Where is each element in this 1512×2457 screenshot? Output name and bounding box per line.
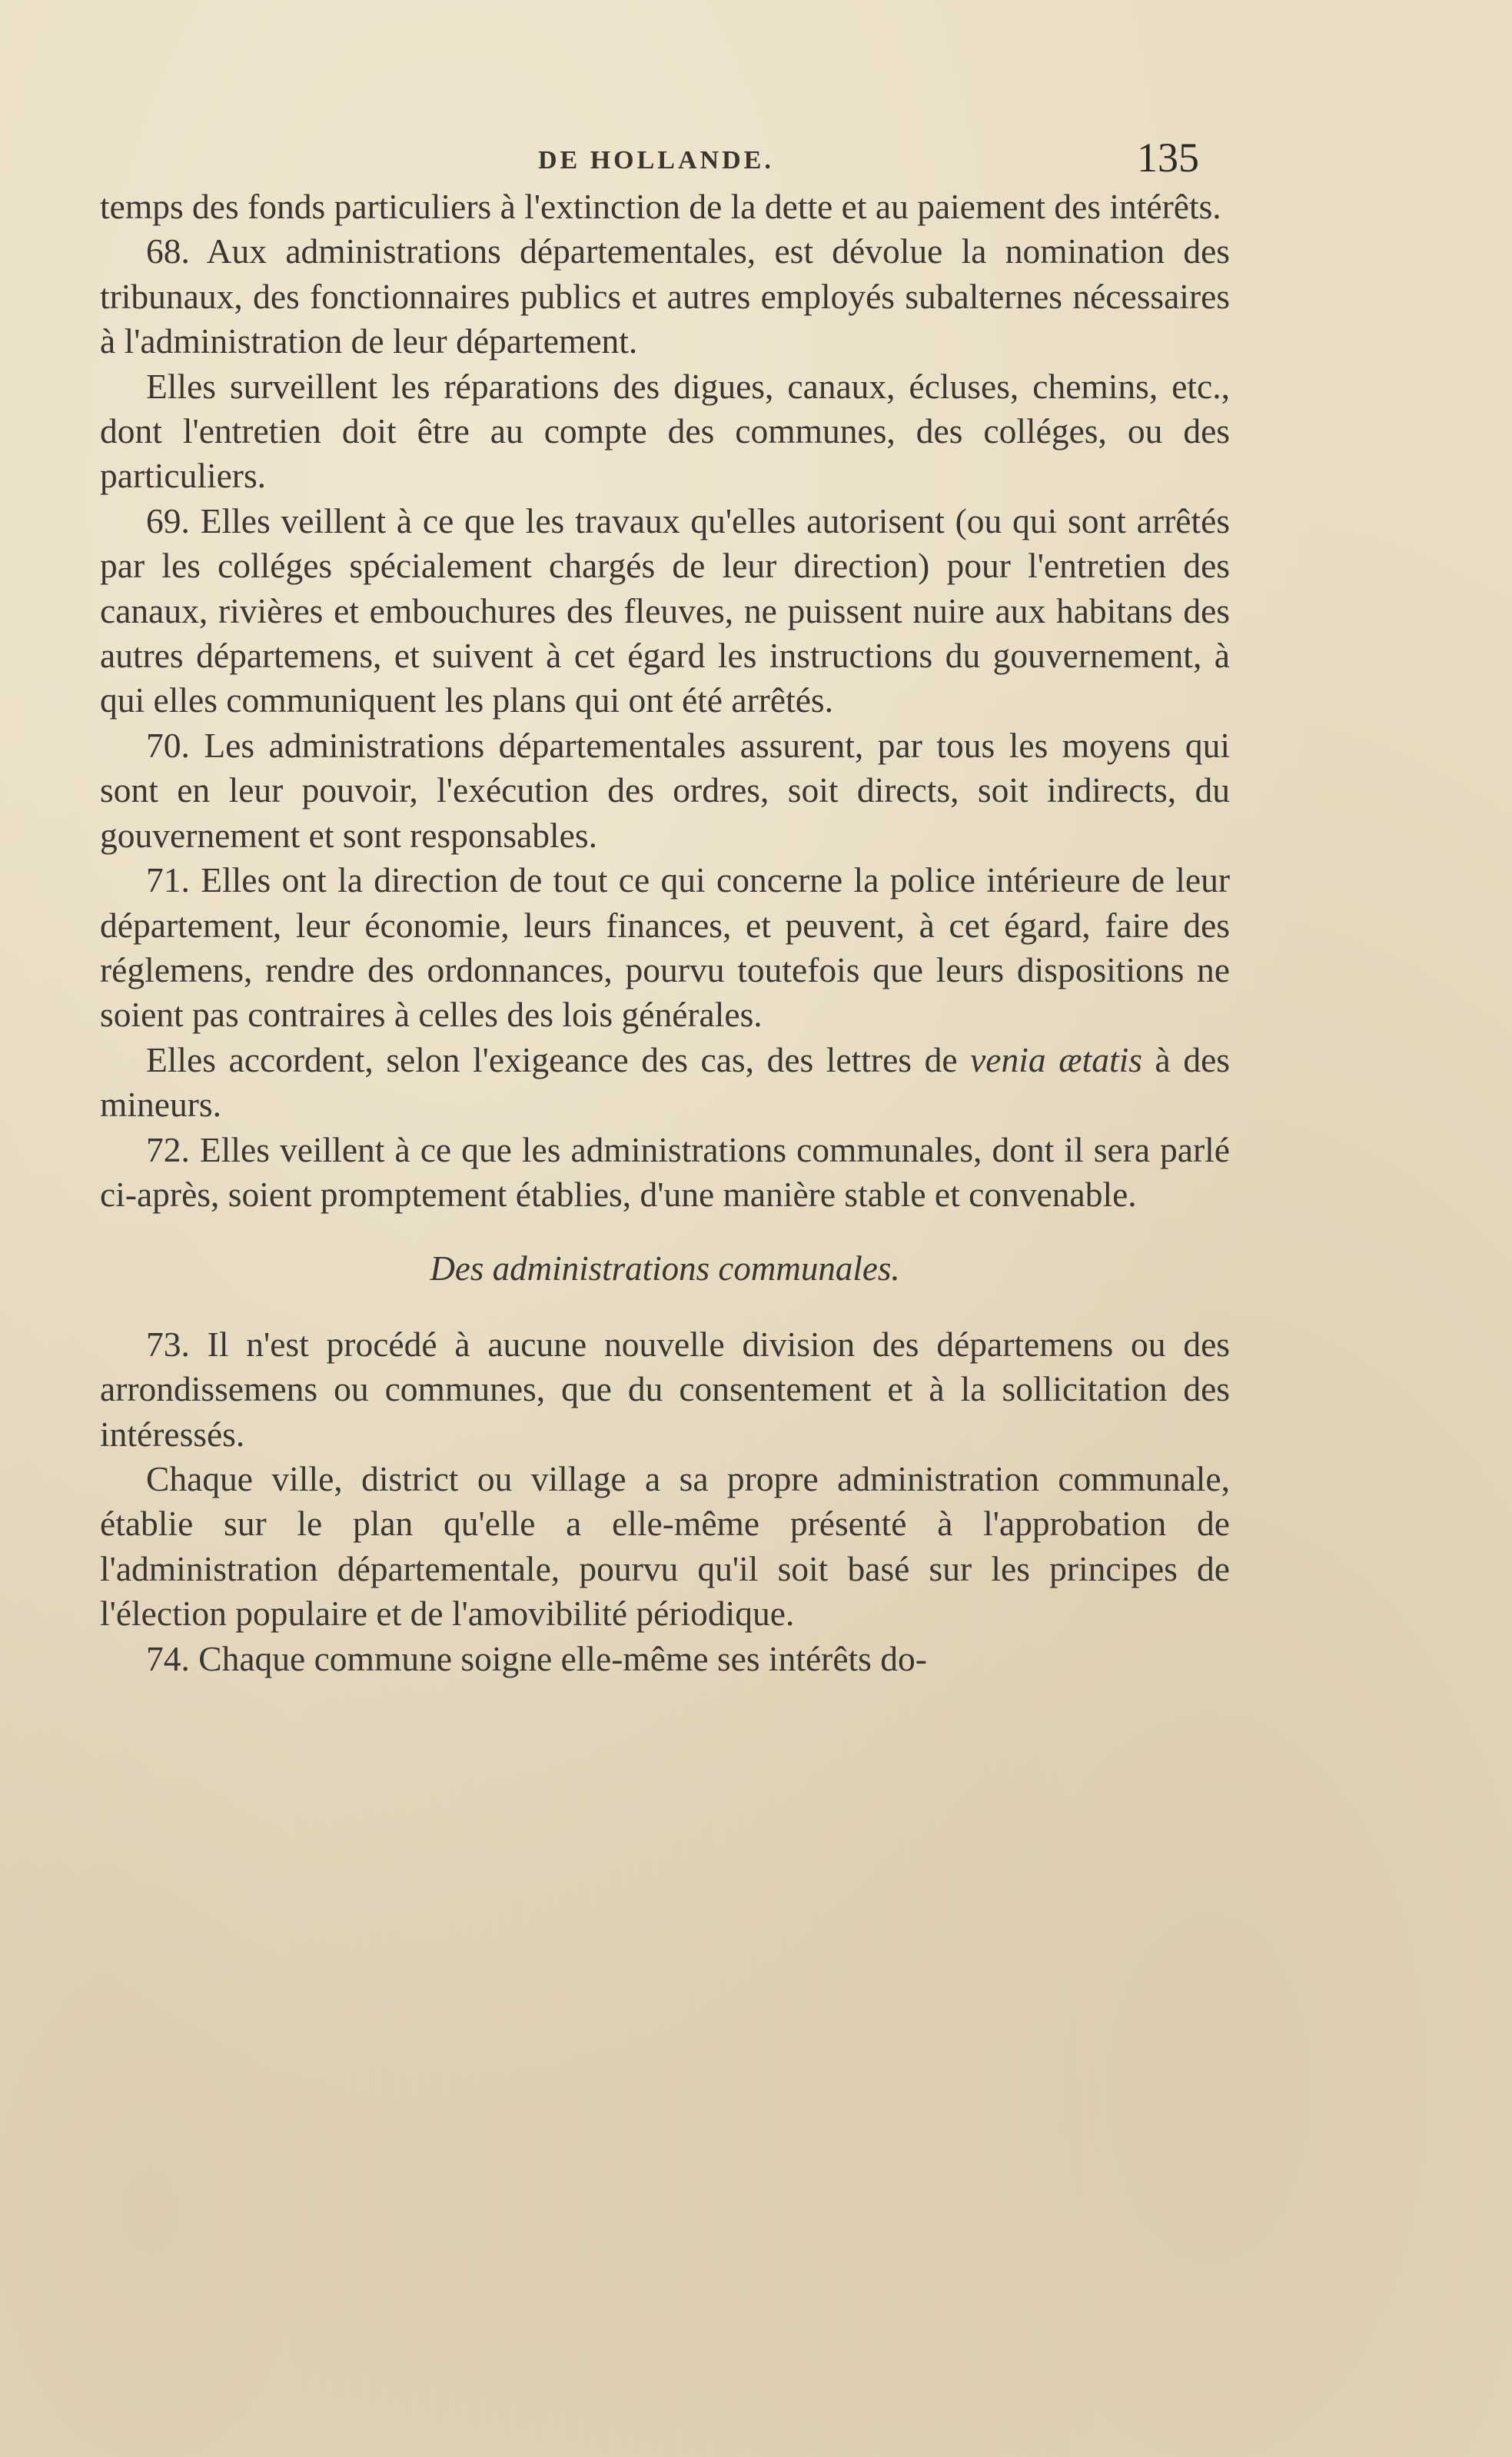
running-head [100,131,1230,185]
article-70: 70. Les administrations départementales assurent, par tous les moyens qui sont en leur pouvoir, l'exécution des ordres, soit directs, soit indirects, du gouvernement et sont responsables. [100,725,1230,855]
paragraph-continuation: temps des fonds particuliers à l'extinction de la dette et au paiement des intérêts. [100,187,1221,226]
section-heading: Des administrations communales. [430,1249,900,1288]
article-72: 72. Elles veillent à ce que les administrations communales, dont il sera parlé ci-après, soient promptement établies, d'une manière stable et convenable. [100,1129,1230,1214]
paragraph-surveillance: Elles surveillent les réparations des digues, canaux, écluses, chemins, etc., dont l'entretien doit être au compte des communes, des colléges, ou des particuliers. [100,366,1230,496]
paragraph-communal-administration: Chaque ville, district ou village a sa propre administration communale, établie sur le plan qu'elle a elle-même présenté à l'approbation de l'administration départementale, pourvu qu'il soit basé sur les principes de l'élection populaire et de l'amovibilité périodique. [100,1458,1230,1634]
header-title: DE HOLLANDE. [538,146,774,175]
article-69: 69. Elles veillent à ce que les travaux qu'elles autorisent (ou qui sont arrêtés par les colléges spécialement chargés de leur direction) pour l'entretien des canaux, rivières et embouchures des fleuves, ne puissent nuire aux habitans des autres départemens, et suivent à cet égard les instructions du gouvernement, à qui elles communiquent les plans qui ont été arrêtés. [100,500,1230,720]
article-73: 73. Il n'est procédé à aucune nouvelle division des départemens ou des arrondissemens ou communes, que du consentement et à la sollicitation des intéressés. [100,1324,1230,1454]
book-page [100,131,1230,1681]
page-number: 135 [1137,135,1199,181]
article-71: 71. Elles ont la direction de tout ce qui concerne la police intérieure de leur département, leur économie, leurs finances, et peuvent, à cet égard, faire des réglemens, rendre des ordonnances, pourvu toutefois que leurs dispositions ne soient pas contraires à celles des lois générales. [100,860,1230,1035]
text-segment: Elles accordent, selon l'exigeance des cas, des lettres de [146,1039,971,1079]
article-74: 74. Chaque commune soigne elle-même ses intérêts do- [146,1638,927,1678]
article-68: 68. Aux administrations départementales, est dévolue la nomination des tribunaux, des fonctionnaires publics et autres employés subalternes nécessaires à l'administration de leur département. [100,231,1230,361]
paragraph-venia-aetatis [100,1038,1230,1128]
text-segment: à des mineurs. [100,1039,1230,1125]
body-text [100,185,1230,1681]
latin-phrase: venia ætatis [970,1039,1142,1079]
